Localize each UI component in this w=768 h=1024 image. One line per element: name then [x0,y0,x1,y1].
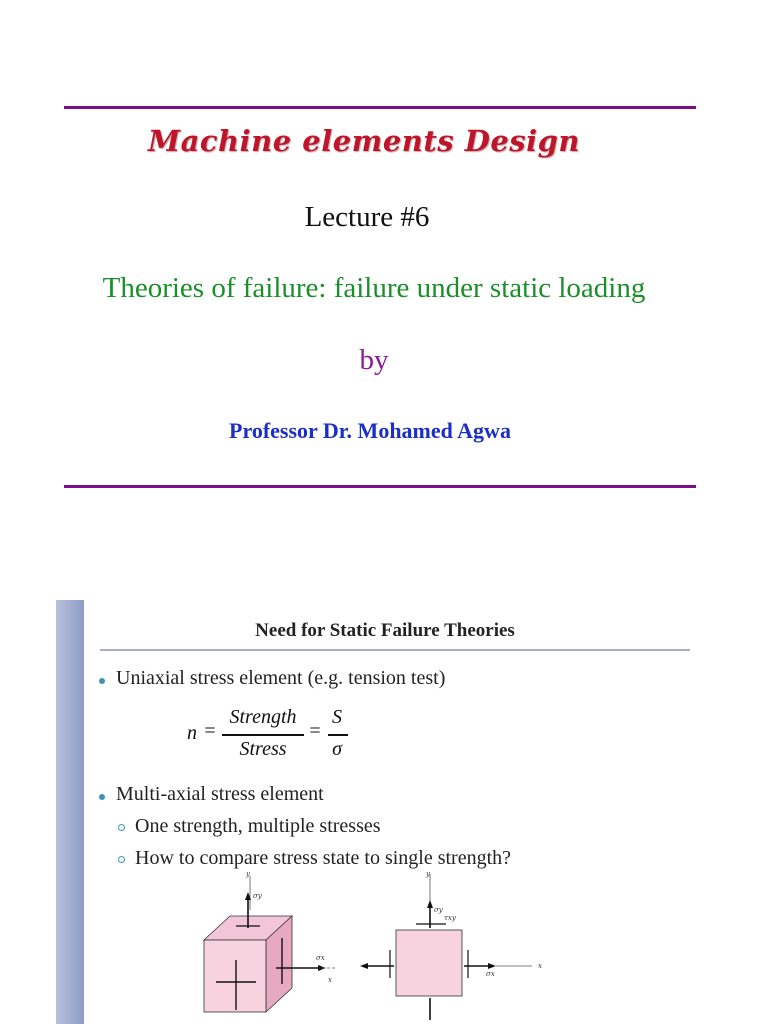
formula-denominator-sigma: σ [332,738,342,760]
axis-y-label: y [246,870,250,878]
formula-numerator-strength: Strength [229,706,297,728]
course-title: Machine elements Design [147,124,581,158]
fraction-bar-2 [328,734,348,736]
sub-bullet-ring [118,824,125,831]
axis-x-label: x [328,976,332,984]
slide-side-bar [56,600,84,1024]
axis-y-label-2d: y [426,870,430,878]
slide-title: Need for Static Failure Theories [255,620,515,641]
fraction-bar-1 [222,734,304,736]
stress-element-2d-diagram [346,870,556,1024]
lecture-number: Lecture #6 [304,201,430,233]
formula-numerator-s: S [332,706,342,728]
formula-denominator-stress: Stress [239,738,287,760]
formula-equals-1: = [204,720,216,742]
by-label: by [359,344,389,376]
bottom-divider [64,485,696,488]
bullet-multiaxial: Multi-axial stress element [116,783,324,805]
sub-bullet-compare: How to compare stress state to single strength? [135,847,512,869]
slide-need-for-static-failure-theories [56,600,716,1024]
stress-element-3d-diagram [196,870,336,1024]
bullet-uniaxial: Uniaxial stress element (e.g. tension test) [116,667,446,689]
sigma-x-label-2d: σx [486,970,495,978]
slide-title-rule [100,649,690,651]
sigma-y-label-2d: σy [434,906,443,914]
bullet-dot [99,678,105,684]
sub-bullet-ring [118,856,125,863]
lecture-subtitle: Theories of failure: failure under static loading [102,272,646,304]
sigma-x-label: σx [316,954,325,962]
bullet-dot [99,794,105,800]
safety-factor-formula [184,704,354,766]
top-divider [64,106,696,109]
sigma-y-label: σy [253,892,262,900]
author-name: Professor Dr. Mohamed Agwa [229,418,511,443]
sub-bullet-one-strength: One strength, multiple stresses [135,815,381,837]
axis-x-label-2d: x [538,962,542,970]
tau-xy-label-2d: τxy [444,914,456,922]
formula-lhs: n [187,722,197,744]
formula-equals-2: = [309,720,321,742]
